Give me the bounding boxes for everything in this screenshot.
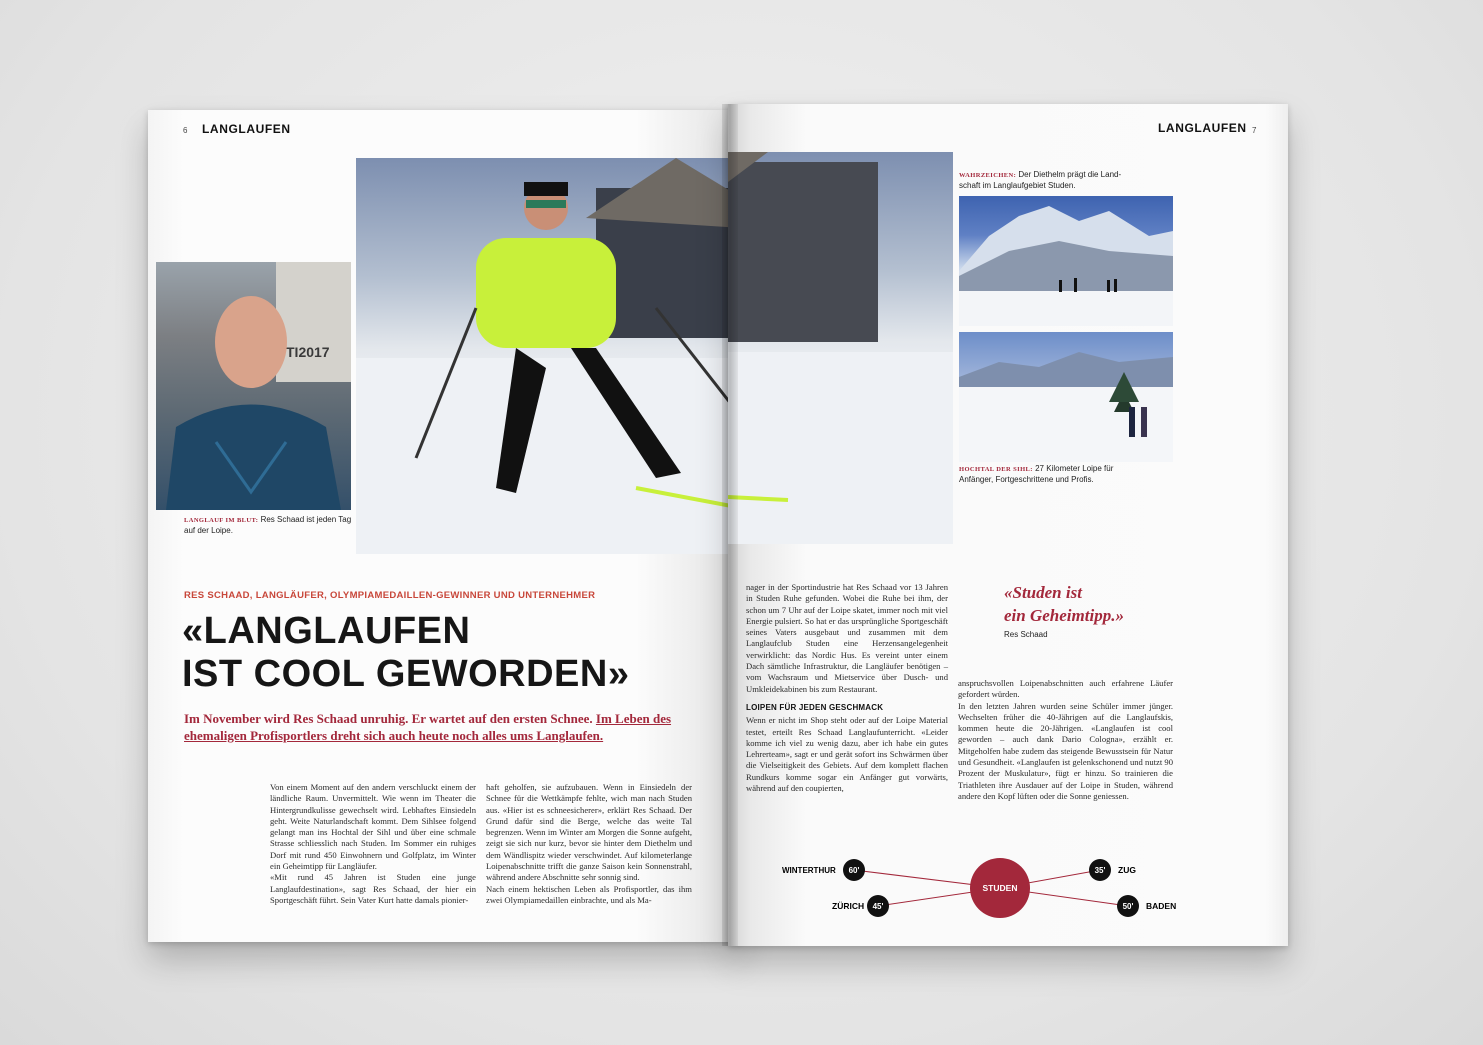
mountain-photo xyxy=(959,196,1173,326)
running-head-left: LANGLAUFEN xyxy=(202,122,291,136)
body-column-1 xyxy=(270,782,476,906)
caption-bottom-text: 27 Kilometer Loipe für xyxy=(1035,464,1114,473)
pull-quote-line-2: ein Geheimtipp.» xyxy=(1004,606,1124,625)
skier-photo xyxy=(356,158,742,554)
svg-text:TI2017: TI2017 xyxy=(286,344,330,360)
right-body-column-2-para-2: In den letzten Jahren wurden seine Schüler immer jünger. Wechselten früher die 40-Jährigen auf die Langlaufskis, kommen heute die 20-Jährigen. «Langlaufen ist cool geworden – auch dank Dario Cologna», erzählt er. Mitgeholfen habe zudem das steigende Bewusstsein für Natur und Gesundheit. «Langlaufen ist gelenkschonend und nutzt 90 Prozent der Muskulatur», fügt er hinzu. So trainieren die Triathleten ihre Ausdauer auf der Loipe in Studen, während andere den Kopf lüften oder die Sonne geniessen. xyxy=(958,700,1173,801)
portrait-photo xyxy=(156,262,351,510)
caption-bottom xyxy=(959,464,1169,485)
pull-quote-line-1: «Studen ist xyxy=(1004,583,1082,602)
portrait-caption-text2: auf der Loipe. xyxy=(184,526,233,535)
article-headline xyxy=(182,610,702,696)
caption-top-text: Der Diethelm prägt die Land- xyxy=(1018,170,1122,179)
map-label-zug: ZUG xyxy=(1118,865,1136,875)
lead-link[interactable]: Im Leben des ehemaligen Profisportlers dreht sich auch heute noch alles ums Langlaufen. xyxy=(184,711,672,743)
right-page xyxy=(728,104,1288,946)
map-label-baden: BADEN xyxy=(1146,901,1177,911)
caption-top xyxy=(959,170,1159,191)
map-label-winterthur: WINTERTHUR xyxy=(782,866,836,875)
caption-bottom-label: HOCHTAL DER SIHL: xyxy=(959,466,1033,473)
headline-line-1: «LANGLAUFEN xyxy=(182,610,471,652)
running-head-right: LANGLAUFEN xyxy=(1158,121,1247,135)
right-body-column-2-para-1: anspruchsvollen Loipenabschnitten auch erfahrene Läufer gefordert würden. xyxy=(958,678,1173,700)
body-column-1-para-2: «Mit rund 45 Jahren ist Studen eine junge Langlaufdestination», sagt Res Schaad, der hier ein Sportgeschäft führt. Sein Vater Kurt hatte damals pionier- xyxy=(270,872,476,905)
right-body-column-1-para-1: nager in der Sportindustrie hat Res Schaad vor 13 Jahren in Studen Ruhe gefunden. Wobei die Ruhe bei ihm, der schon um 7 Uhr auf der Loipe skatet, immer noch mit viel Energie pulsiert. So hat er das ursprüngliche Sportgeschäft seines Vaters ausgebaut und zusammen mit dem Langlaufclub Studen eine Herzensangelegenheit verwirklicht: das Nordic Hus. Es vereint unter einem Dach sämtliche Infrastruktur, die Langläufer benötigen – vom Wachsraum und Mietservice über Dusch- und Umkleidekabinen bis zum Restaurant. xyxy=(746,582,948,694)
section-subhead: LOIPEN FÜR JEDEN GESCHMACK xyxy=(746,702,884,712)
caption-top-text2: schaft im Langlaufgebiet Studen. xyxy=(959,181,1076,190)
portrait-caption-text: Res Schaad ist jeden Tag xyxy=(260,515,352,524)
caption-top-label: WAHRZEICHEN: xyxy=(959,172,1017,179)
pull-quote xyxy=(1004,581,1204,627)
map-time-zuerich: 45' xyxy=(872,902,884,911)
body-column-2-para-1: haft geholfen, sie aufzubauen. Wenn in Einsiedeln der Schnee für die Wettkämpfe fehlte, wich man nach Studen aus. «Hier ist es schneesicherer», erklärt Res Schaad. Der Grund dafür sind die Berge, welche das weite Tal begrenzen. Wenn im Winter am Morgen die Sonne aufgeht, zeigt sie sich nur kurz, bevor sie hinter dem Diethelm und dem Wändlispitz wieder verschwindet. Auf kilometerlange Loipenabschnitte trifft die ganze Saison kein Sonnenstrahl, während andere Abschnitte sehr sonnig sind. xyxy=(486,782,692,883)
travel-time-map xyxy=(768,844,1188,934)
skier-photo-right xyxy=(728,152,953,544)
article-kicker: RES SCHAAD, LANGLÄUFER, OLYMPIAMEDAILLEN-GEWINNER UND UNTERNEHMER xyxy=(184,590,596,601)
lead-text: Im November wird Res Schaad unruhig. Er wartet auf den ersten Schnee. xyxy=(184,711,593,726)
body-column-1-para-1: Von einem Moment auf den andern verschluckt einem der ländliche Raum. Unvermittelt. Wie wenn im Theater die Hintergrundkulisse gewechselt wird. Lebhaftes Einsiedeln geht. Weite Naturlandschaft kommt. Dem Sihlsee folgend gelangt man ins Hochtal der Sihl und über eine schmale Strasse schliesslich nach Studen. Im Sommer ein ruhiges Dorf mit rund 450 Einwohnern und Golfplatz, im Winter ein Geheimtipp für Langläufer. xyxy=(270,782,476,872)
map-time-winterthur: 60' xyxy=(848,866,860,875)
body-column-2-para-2: Nach einem hektischen Leben als Profisportler, das ihm zwei Olympiamedaillen einbrachte, und als Ma- xyxy=(486,883,692,905)
portrait-caption-label: LANGLAUF IM BLUT: xyxy=(184,517,259,524)
pull-quote-source: Res Schaad xyxy=(1004,630,1048,639)
map-time-zug: 35' xyxy=(1094,866,1106,875)
article-lead xyxy=(184,710,684,744)
map-label-zuerich: ZÜRICH xyxy=(832,901,865,911)
right-body-column-1 xyxy=(746,582,948,794)
valley-photo xyxy=(959,332,1173,462)
page-number-right: 7 xyxy=(1252,126,1257,135)
right-body-column-1-para-2: Wenn er nicht im Shop steht oder auf der Loipe Material testet, erteilt Res Schaad Langlaufunterricht. «Leider komme ich viel zu wenig dazu, aber ich habe ein gutes Lehrerteam», sagt er und gerät sofort ins Schwärmen über die Vielseitigkeit des Gebiets. Auf dem komplett flachen Rundkurs komme sogar ein Anfänger gut vorwärts, während auf den coupierten, xyxy=(746,715,948,794)
map-label-studen: STUDEN xyxy=(982,883,1018,893)
map-time-baden: 50' xyxy=(1122,902,1134,911)
caption-bottom-text2: Anfänger, Fortgeschrittene und Profis. xyxy=(959,475,1094,484)
left-page xyxy=(148,110,742,942)
right-body-column-2 xyxy=(958,678,1173,802)
portrait-caption xyxy=(184,515,364,536)
headline-line-2: IST COOL GEWORDEN» xyxy=(182,653,630,695)
page-number-left: 6 xyxy=(183,126,188,135)
body-column-2 xyxy=(486,782,692,906)
